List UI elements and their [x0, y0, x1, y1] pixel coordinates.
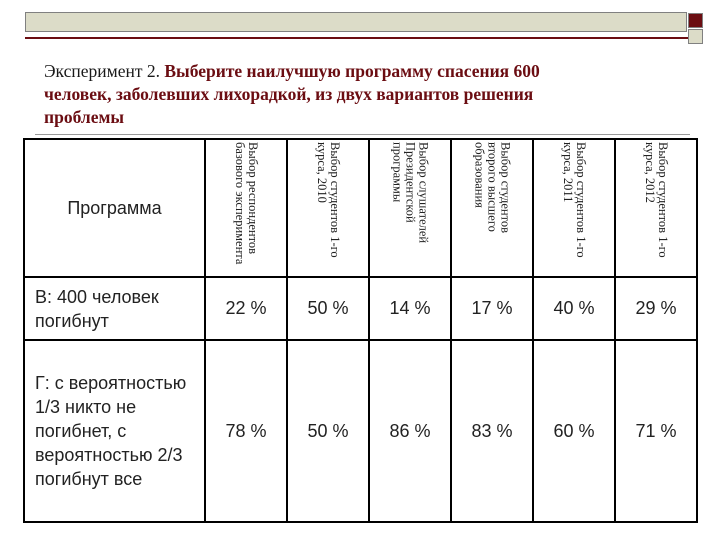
top-divider-line [25, 37, 695, 39]
column-header: Выбор студентов второго высшего образования [451, 139, 533, 277]
column-header: Выбор слушателей Президентской программы [369, 139, 451, 277]
table-cell: 14 % [369, 277, 451, 340]
heading-separator [35, 134, 690, 135]
results-table-wrapper [23, 138, 696, 521]
heading-bold-line2: человек, заболевших лихорадкой, из двух вариантов решения [44, 84, 534, 104]
heading-bold-line1: Выберите наилучшую программу спасения 600 [164, 61, 540, 81]
table-row [24, 340, 697, 522]
column-header: Выбор студентов 1-го курса, 2010 [287, 139, 369, 277]
row-label-line: погибнут все [35, 469, 143, 489]
table-cell: 50 % [287, 340, 369, 522]
table-row [24, 277, 697, 340]
table-cell: 50 % [287, 277, 369, 340]
table-cell: 86 % [369, 340, 451, 522]
row-label-line: погибнут [35, 310, 109, 331]
row-label-line: погибнет, с [35, 421, 127, 441]
column-header: Выбор студентов 1-го курса, 2011 [533, 139, 615, 277]
corner-square-grey [688, 29, 703, 44]
top-decor-bar [25, 12, 687, 32]
table-header-row [24, 139, 697, 277]
table-cell: 17 % [451, 277, 533, 340]
results-table [23, 138, 698, 523]
row-label-line: вероятностью 2/3 [35, 445, 183, 465]
table-cell: 40 % [533, 277, 615, 340]
row-label-line: 1/3 никто не [35, 397, 137, 417]
row-label [24, 277, 205, 340]
column-header: Выбор студентов 1-го курса, 2012 [615, 139, 697, 277]
corner-square-red [688, 13, 703, 28]
program-header: Программа [24, 139, 205, 277]
table-cell: 22 % [205, 277, 287, 340]
table-cell: 83 % [451, 340, 533, 522]
row-label-line: Г: с вероятностью [35, 373, 187, 393]
table-cell: 60 % [533, 340, 615, 522]
slide-heading [44, 60, 644, 129]
table-cell: 29 % [615, 277, 697, 340]
table-cell: 71 % [615, 340, 697, 522]
column-header: Выбор респондентов базового эксперимента [205, 139, 287, 277]
heading-prefix: Эксперимент 2. [44, 61, 165, 81]
row-label [24, 340, 205, 522]
heading-bold-line3: проблемы [44, 107, 125, 127]
row-label-line: В: 400 человек [35, 286, 159, 307]
table-cell: 78 % [205, 340, 287, 522]
